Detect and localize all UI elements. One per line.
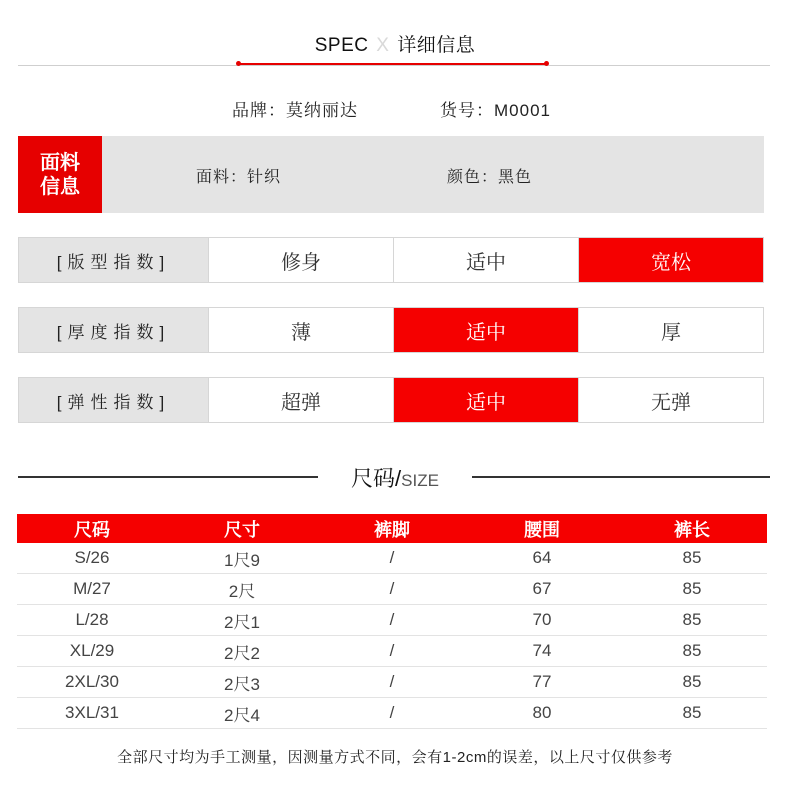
- table-cell: 85: [617, 574, 767, 605]
- size-table: [17, 514, 767, 729]
- elasticity-index-row: [18, 377, 764, 423]
- table-row: [17, 605, 767, 636]
- accent-dot-left: [236, 61, 241, 66]
- table-cell: 74: [467, 636, 617, 667]
- elasticity-option-super: 超弹: [209, 378, 394, 422]
- accent-dot-right: [544, 61, 549, 66]
- table-cell: 64: [467, 543, 617, 574]
- spec-divider: [18, 65, 770, 66]
- header-size: 尺码: [17, 514, 167, 543]
- table-cell: 85: [617, 636, 767, 667]
- table-cell: 85: [617, 667, 767, 698]
- fit-index-row: [18, 237, 764, 283]
- table-cell: /: [317, 605, 467, 636]
- size-title-en: SIZE: [401, 471, 439, 490]
- header-hem: 裤脚: [317, 514, 467, 543]
- spec-separator: X: [376, 35, 390, 56]
- thickness-option-thick: 厚: [661, 321, 681, 344]
- table-row: [17, 698, 767, 729]
- size-section-title: [0, 462, 790, 493]
- table-cell: /: [317, 543, 467, 574]
- table-cell: 85: [617, 605, 767, 636]
- header-measure: 尺寸: [167, 514, 317, 543]
- thickness-option-medium: 适中: [394, 308, 579, 352]
- table-cell: XL/29: [17, 636, 167, 667]
- table-cell: 2尺1: [167, 605, 317, 636]
- fit-option-regular: 适中: [394, 238, 579, 282]
- fit-option-loose: 宽松: [579, 238, 763, 282]
- thickness-index-row: [18, 307, 764, 353]
- table-cell: 67: [467, 574, 617, 605]
- spec-title-left: SPEC: [314, 35, 369, 56]
- header-length: 裤长: [617, 514, 767, 543]
- table-cell: /: [317, 636, 467, 667]
- table-cell: 85: [617, 543, 767, 574]
- spec-title: [0, 30, 790, 57]
- table-cell: L/28: [17, 605, 167, 636]
- table-cell: /: [317, 698, 467, 729]
- table-cell: 77: [467, 667, 617, 698]
- table-cell: 70: [467, 605, 617, 636]
- spec-title-right: 详细信息: [397, 35, 476, 56]
- table-cell: 3XL/31: [17, 698, 167, 729]
- thickness-option-thin: 薄: [209, 308, 394, 352]
- table-cell: /: [317, 667, 467, 698]
- material-tag: [18, 136, 102, 213]
- spec-accent-line: [239, 63, 547, 65]
- table-cell: 1尺9: [167, 543, 317, 574]
- table-cell: 85: [617, 698, 767, 729]
- table-cell: 80: [467, 698, 617, 729]
- elasticity-option-none: 无弹: [651, 391, 691, 414]
- fit-index-label: [版型指数]: [19, 238, 209, 282]
- size-table-header: [17, 514, 767, 543]
- table-row: [17, 574, 767, 605]
- header-waist: 腰围: [467, 514, 617, 543]
- table-row: [17, 667, 767, 698]
- item-number-text: 货号：M0001: [440, 101, 551, 120]
- table-cell: 2尺: [167, 574, 317, 605]
- table-cell: 2尺4: [167, 698, 317, 729]
- measurement-note: 全部尺寸均为手工测量，因测量方式不同，会有1-2cm的误差，以上尺寸仅供参考: [117, 749, 673, 766]
- thickness-index-label: [厚度指数]: [19, 308, 209, 352]
- material-panel: [18, 136, 764, 213]
- elasticity-option-medium: 适中: [394, 378, 579, 422]
- table-cell: 2尺3: [167, 667, 317, 698]
- fit-option-slim: 修身: [209, 238, 394, 282]
- material-tag-line1: 面料: [40, 151, 80, 174]
- table-row: [17, 543, 767, 574]
- table-cell: /: [317, 574, 467, 605]
- table-cell: M/27: [17, 574, 167, 605]
- color-text: 颜色：黑色: [447, 169, 533, 186]
- size-title-cn: 尺码/: [351, 466, 402, 491]
- table-cell: 2XL/30: [17, 667, 167, 698]
- table-cell: S/26: [17, 543, 167, 574]
- elasticity-index-label: [弹性指数]: [19, 378, 209, 422]
- brand-text: 品牌：莫纳丽达: [232, 101, 358, 120]
- table-row: [17, 636, 767, 667]
- material-tag-line2: 信息: [40, 175, 80, 198]
- fabric-text: 面料：针织: [196, 169, 282, 186]
- table-cell: 2尺2: [167, 636, 317, 667]
